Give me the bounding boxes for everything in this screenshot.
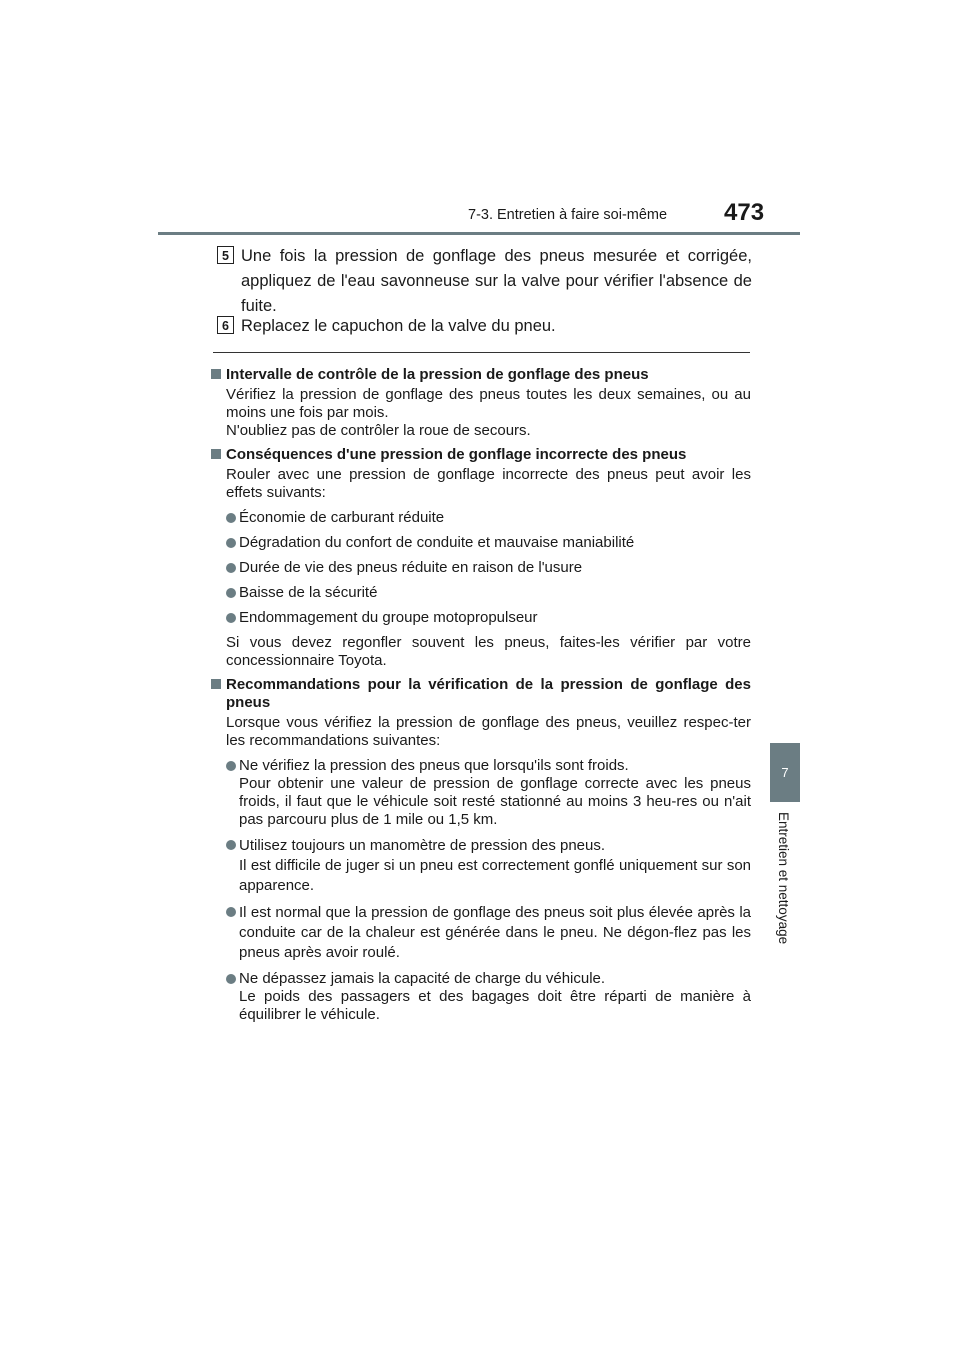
section-body: Vérifiez la pression de gonflage des pneus toutes les deux semaines, ou au moins une fois par mois.	[226, 386, 751, 421]
section-heading: Conséquences d'une pression de gonflage incorrecte des pneus	[211, 446, 751, 464]
circle-bullet-icon	[226, 563, 236, 573]
section-intro: Lorsque vous vérifiez la pression de gonflage des pneus, veuillez respec-ter les recommandations suivantes:	[226, 714, 751, 749]
chapter-tab: 7	[770, 743, 800, 802]
header-rule	[158, 232, 800, 235]
section-heading: Recommandations pour la vérification de la pression de gonflage des pneus	[211, 676, 751, 712]
step-6	[217, 314, 752, 339]
list-item: Dégradation du confort de conduite et mauvaise maniabilité	[211, 534, 751, 552]
chapter-label: Entretien et nettoyage	[776, 812, 791, 945]
list-item: Il est normal que la pression de gonflage des pneus soit plus élevée après la conduite car de la chaleur est générée dans le pneu. Ne dégon-flez pas les pneus après avoir roulé.	[211, 903, 751, 963]
section-heading: Intervalle de contrôle de la pression de gonflage des pneus	[211, 366, 751, 384]
list-item: Baisse de la sécurité	[211, 584, 751, 602]
step-5	[217, 244, 752, 319]
list-item: Ne vérifiez la pression des pneus que lorsqu'ils sont froids. Pour obtenir une valeur de pression de gonflage correcte avec les pneus froids, il faut que le véhicule soit resté stationné au moins 3 heu-res ou n'ait pas parcouru plus de 1 mile ou 1,5 km.	[211, 757, 751, 829]
list-item: Utilisez toujours un manomètre de pression des pneus. Il est difficile de juger si un pneu est correctement gonflé uniquement sur son apparence.	[211, 836, 751, 896]
list-item: Endommagement du groupe motopropulseur	[211, 609, 751, 627]
list-item: Économie de carburant réduite	[211, 509, 751, 527]
step-number: 5	[217, 246, 234, 264]
section-divider	[213, 352, 750, 353]
list-item: Ne dépassez jamais la capacité de charge du véhicule. Le poids des passagers et des bagages doit être réparti de manière à équilibrer le véhicule.	[211, 970, 751, 1024]
circle-bullet-icon	[226, 588, 236, 598]
square-bullet-icon	[211, 679, 221, 689]
square-bullet-icon	[211, 449, 221, 459]
circle-bullet-icon	[226, 613, 236, 623]
step-text: Replacez le capuchon de la valve du pneu.	[241, 317, 556, 335]
page-number: 473	[724, 199, 765, 226]
section-body: N'oubliez pas de contrôler la roue de secours.	[226, 422, 531, 439]
square-bullet-icon	[211, 369, 221, 379]
circle-bullet-icon	[226, 513, 236, 523]
circle-bullet-icon	[226, 840, 236, 850]
step-number: 6	[217, 316, 234, 334]
info-content	[211, 360, 751, 1024]
circle-bullet-icon	[226, 907, 236, 917]
circle-bullet-icon	[226, 761, 236, 771]
header-section-title: 7-3. Entretien à faire soi-même	[468, 207, 668, 223]
section-outro: Si vous devez regonfler souvent les pneus, faites-les vérifier par votre concessionnaire Toyota.	[226, 634, 751, 669]
section-intro: Rouler avec une pression de gonflage incorrecte des pneus peut avoir les effets suivants:	[226, 466, 751, 501]
list-item: Durée de vie des pneus réduite en raison de l'usure	[211, 559, 751, 577]
circle-bullet-icon	[226, 974, 236, 984]
step-text: Une fois la pression de gonflage des pneus mesurée et corrigée, appliquez de l'eau savonneuse sur la valve pour vérifier l'absence de fuite.	[241, 247, 752, 315]
circle-bullet-icon	[226, 538, 236, 548]
